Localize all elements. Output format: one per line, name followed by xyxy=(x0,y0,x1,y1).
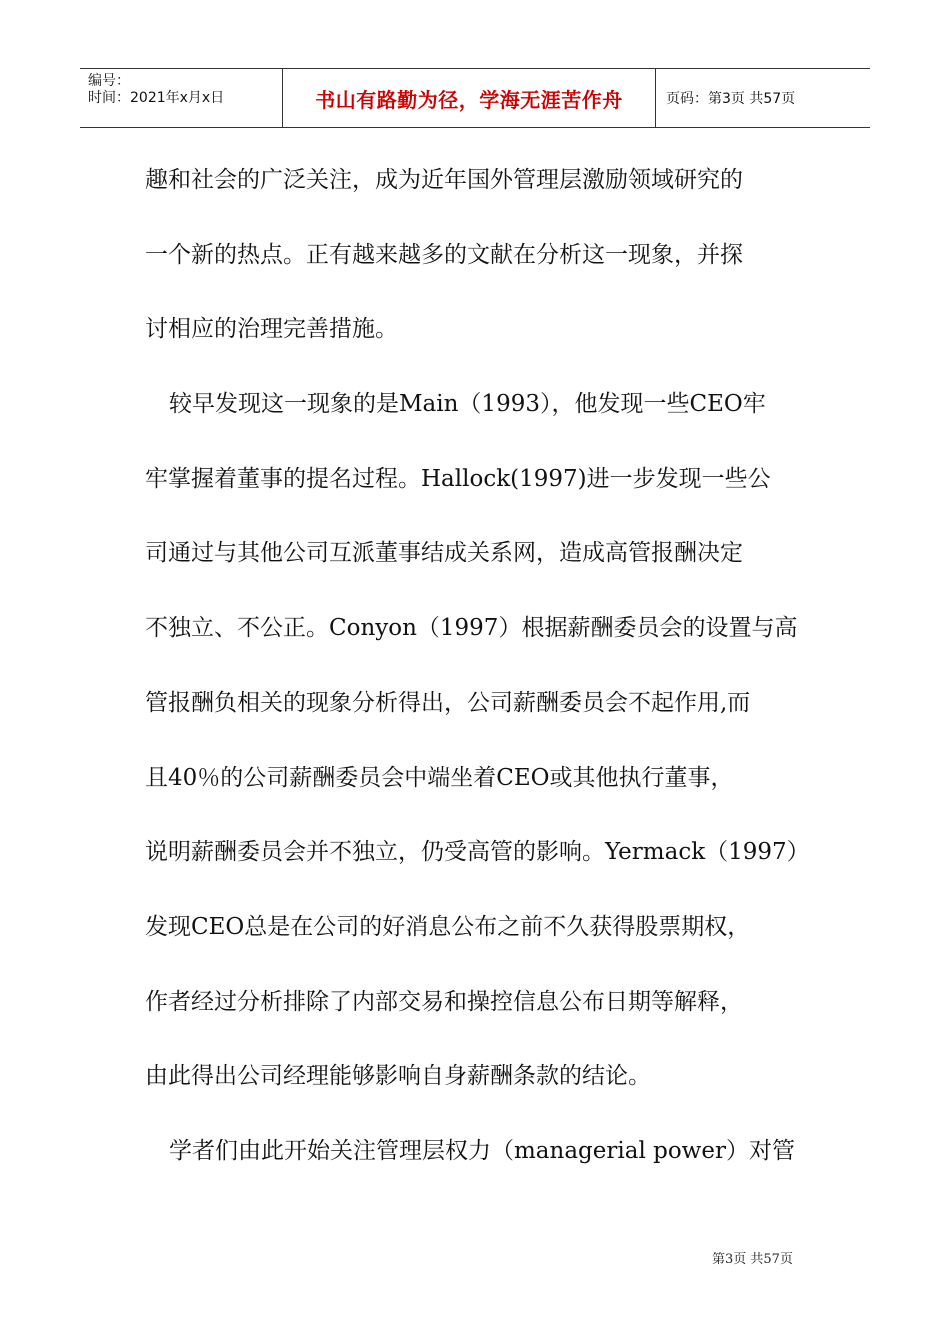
header-motto: 书山有路勤为径，学海无涯苦作舟 xyxy=(315,87,623,112)
document-number-label: 编号： xyxy=(88,73,130,89)
text-line: 趣和社会的广泛关注，成为近年国外管理层激励领域研究的 xyxy=(145,167,743,193)
text-line: 由此得出公司经理能够影响自身薪酬条款的结论。 xyxy=(145,1063,651,1090)
header-motto-cell xyxy=(282,69,656,127)
text-line: 牢掌握着董事的提名过程。Hallock(1997)进一步发现一些公 xyxy=(145,465,771,492)
header-page-cell xyxy=(656,69,870,127)
text-line: 说明薪酬委员会并不独立，仍受高管的影响。Yermack（1997） xyxy=(145,839,810,866)
text-line: 且40％的公司薪酬委员会中端坐着CEO或其他执行董事， xyxy=(145,764,734,791)
text-line: 学者们由此开始关注管理层权力（managerial power）对管 xyxy=(169,1137,795,1164)
text-line: 较早发现这一现象的是Main（1993），他发现一些CEO牢 xyxy=(169,391,766,418)
text-line: 不独立、不公正。Conyon（1997）根据薪酬委员会的设置与高 xyxy=(145,615,798,642)
text-line: 司通过与其他公司互派董事结成关系网，造成高管报酬决定 xyxy=(145,540,743,567)
page-footer: 第3页 共57页 xyxy=(712,1252,793,1267)
header-page-number: 页码：第3页 共57页 xyxy=(666,91,796,107)
document-date-label: 时间：2021年x月x日 xyxy=(88,90,225,106)
text-line: 一个新的热点。正有越来越多的文献在分析这一现象，并探 xyxy=(145,241,743,268)
text-line: 作者经过分析排除了内部交易和操控信息公布日期等解释， xyxy=(145,988,743,1015)
text-line: 管报酬负相关的现象分析得出，公司薪酬委员会不起作用,而 xyxy=(145,689,751,716)
header-meta xyxy=(80,69,282,127)
page-header xyxy=(80,68,870,128)
body-text xyxy=(145,158,810,1204)
text-line: 讨相应的治理完善措施。 xyxy=(145,316,398,343)
text-line: 发现CEO总是在公司的好消息公布之前不久获得股票期权， xyxy=(145,913,751,940)
